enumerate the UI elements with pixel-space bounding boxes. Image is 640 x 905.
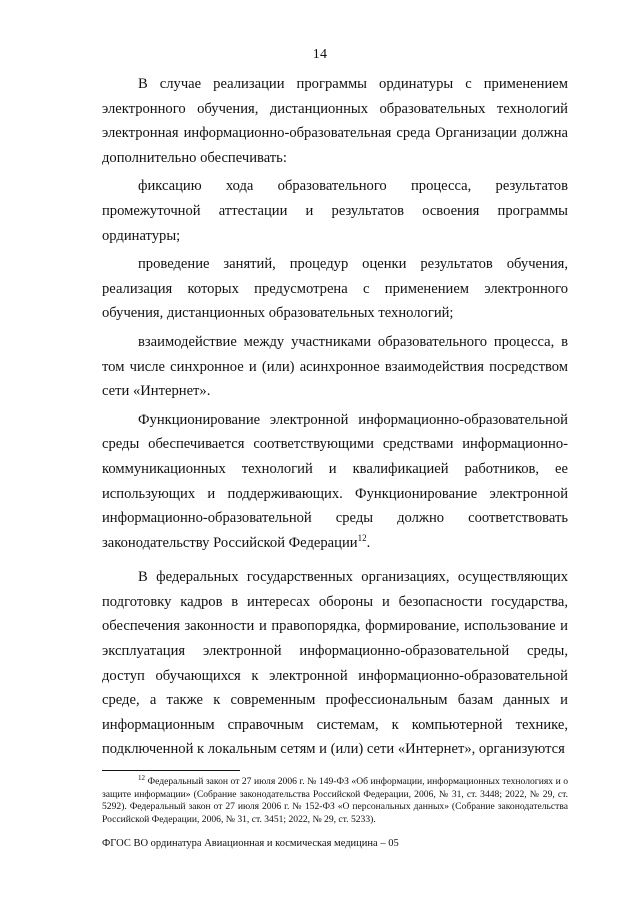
list-item-interaction: взаимодействие между участниками образовательного процесса, в том числе синхронное и (или) асинхронное взаимодействия посредством сети «Интернет». — [102, 333, 568, 400]
paragraph-functioning-end: . — [366, 534, 371, 551]
paragraph-federal: В федеральных государственных организациях, осуществляющих подготовку кадров в интересах обороны и безопасности государства, обеспечения законности и правопорядка, формирование, использование и эксплуатация электронной информационно-образовательной среды, доступ обучающихся к электронной информационно-образовательной среде, а также к современным профессиональным базам данных и информационным справочным системам, к компьютерной технике, подключенной к локальным сетям и (или) сети «Интернет», организуются — [102, 569, 568, 758]
paragraph-functioning — [102, 408, 568, 556]
list-item-recording: фиксацию хода образовательного процесса, результатов промежуточной аттестации и результатов освоения программы ординатуры; — [102, 178, 568, 244]
footnote-divider — [102, 770, 240, 771]
list-item-classes: проведение занятий, процедур оценки результатов обучения, реализация которых предусмотрена с применением электронного обучения, дистанционных образовательных технологий; — [102, 256, 568, 322]
paragraph-functioning-text: Функционирование электронной информационно-образовательной среды обеспечивается соответствующими средствами информационно-коммуникационных технологий и квалификацией работников, ее использующих и поддерживающих. Функционирование электронной информационно-образовательной среды должно соответствовать законодательству Российской Федерации — [102, 411, 568, 551]
running-footer: ФГОС ВО ординатура Авиационная и космическая медицина – 05 — [102, 838, 399, 849]
document-body — [102, 72, 568, 762]
footnote — [102, 773, 568, 826]
footnote-marker: 12 — [138, 773, 145, 782]
paragraph-intro: В случае реализации программы ординатуры с применением электронного обучения, дистанционных образовательных технологий электронная информационно-образовательная среда Организации должна дополнительно обеспечивать: — [102, 76, 568, 166]
footnote-text: Федеральный закон от 27 июля 2006 г. № 149-ФЗ «Об информации, информационных технологиях и о защите информации» (Собрание законодательства Российской Федерации, 2006, № 31, ст. 3448; 2022, № 29, ст. 5292). Федеральный закон от 27 июля 2006 г. № 152-ФЗ «О персональных данных» (Собрание законодательства Российской Федерации, 2006, № 31, ст. 3451; 2022, № 29, ст. 5233). — [102, 776, 568, 825]
page-number: 14 — [312, 47, 328, 62]
footnote-reference: 12 — [357, 532, 367, 543]
